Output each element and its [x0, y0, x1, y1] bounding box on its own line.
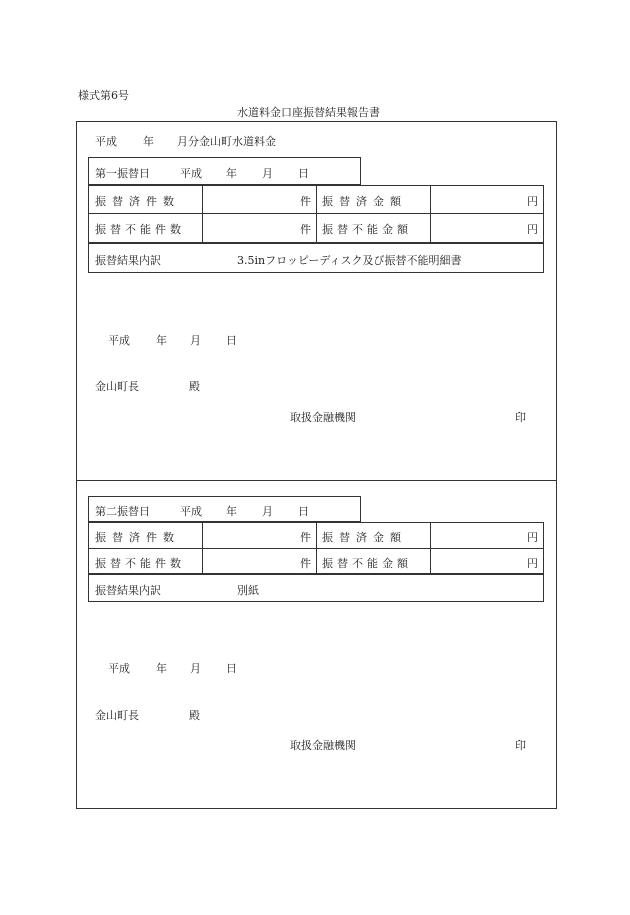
sign-date-era: 平成 [108, 662, 130, 675]
failed-count-label: 振替不能件数 [95, 557, 185, 570]
results-col-divider [316, 185, 317, 243]
failed-amount-label: 振替不能金額 [322, 223, 412, 236]
transfer-date-month: 月 [262, 167, 273, 180]
sign-date-day: 日 [226, 334, 237, 347]
completed-count-label: 振替済件数 [95, 531, 180, 544]
header-month-charge: 月分金山町水道料金 [177, 135, 276, 148]
sign-date-year: 年 [156, 662, 167, 675]
transfer-date-label: 第一振替日 [95, 167, 150, 180]
breakdown-label: 振替結果内訳 [95, 584, 161, 597]
transfer-date-year: 年 [226, 505, 237, 518]
completed-amount-label: 振替済金額 [322, 195, 407, 208]
page-title: 水道料金口座振替結果報告書 [237, 106, 380, 119]
section-divider [76, 480, 557, 481]
results-col-divider [430, 185, 431, 243]
transfer-date-month: 月 [262, 505, 273, 518]
header-era: 平成 [95, 135, 117, 148]
header-year: 年 [143, 135, 154, 148]
failed-count-label: 振替不能件数 [95, 223, 185, 236]
breakdown-value: 別紙 [237, 584, 259, 597]
sign-date-month: 月 [190, 662, 201, 675]
sign-date-era: 平成 [108, 334, 130, 347]
transfer-date-year: 年 [226, 167, 237, 180]
seal-mark: 印 [515, 411, 526, 424]
addressee: 金山町長 [95, 709, 139, 722]
completed-count-unit: 件 [300, 195, 311, 208]
sign-date-day: 日 [226, 662, 237, 675]
results-col-divider [202, 522, 203, 574]
results-col-divider [316, 522, 317, 574]
breakdown-value: 3.5inフロッピーディスク及び振替不能明細書 [237, 254, 462, 267]
transfer-date-era: 平成 [180, 505, 202, 518]
sign-date-month: 月 [190, 334, 201, 347]
failed-amount-label: 振替不能金額 [322, 557, 412, 570]
failed-amount-unit: 円 [527, 223, 538, 236]
honorific: 殿 [189, 380, 200, 393]
transfer-date-era: 平成 [180, 167, 202, 180]
failed-count-unit: 件 [300, 557, 311, 570]
completed-count-unit: 件 [300, 531, 311, 544]
completed-amount-unit: 円 [527, 531, 538, 544]
failed-amount-unit: 円 [527, 557, 538, 570]
transfer-date-label: 第二振替日 [95, 505, 150, 518]
failed-count-unit: 件 [300, 223, 311, 236]
results-col-divider [202, 185, 203, 243]
breakdown-label: 振替結果内訳 [95, 254, 161, 267]
institution-label: 取扱金融機関 [290, 739, 356, 752]
institution-label: 取扱金融機関 [290, 411, 356, 424]
sign-date-year: 年 [156, 334, 167, 347]
completed-amount-unit: 円 [527, 195, 538, 208]
transfer-date-day: 日 [298, 167, 309, 180]
addressee: 金山町長 [95, 380, 139, 393]
transfer-date-day: 日 [298, 505, 309, 518]
completed-amount-label: 振替済金額 [322, 531, 407, 544]
honorific: 殿 [189, 709, 200, 722]
results-col-divider [430, 522, 431, 574]
seal-mark: 印 [515, 739, 526, 752]
form-number: 様式第6号 [78, 89, 129, 102]
completed-count-label: 振替済件数 [95, 195, 180, 208]
